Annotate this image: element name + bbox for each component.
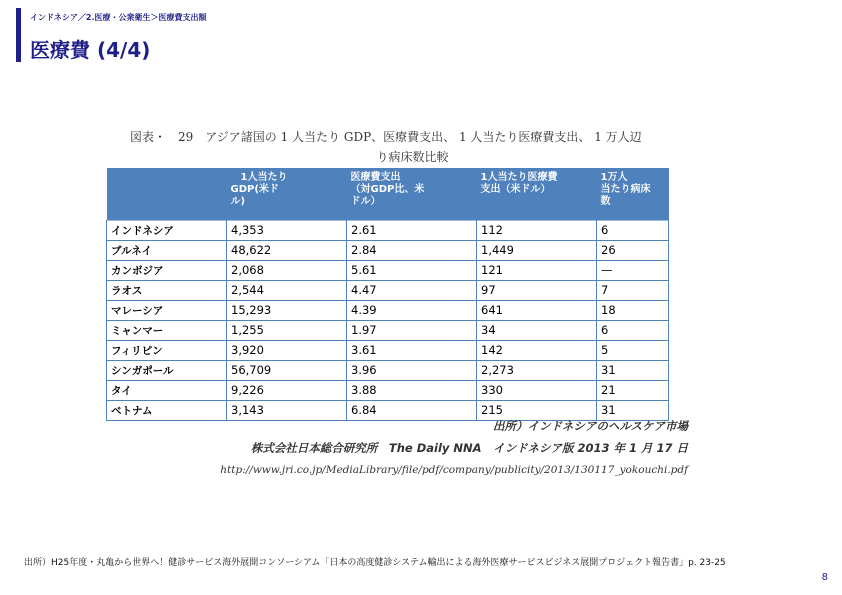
cell-beds: 31 bbox=[597, 400, 669, 420]
cell-country: ラオス bbox=[107, 280, 227, 300]
cell-health-per-capita: 34 bbox=[477, 320, 597, 340]
table-row bbox=[107, 380, 669, 400]
comparison-table bbox=[106, 168, 669, 421]
cell-health-per-capita: 121 bbox=[477, 260, 597, 280]
cell-country: フィリピン bbox=[107, 340, 227, 360]
cell-country: ブルネイ bbox=[107, 240, 227, 260]
cell-gdp: 15,293 bbox=[227, 300, 347, 320]
source-url: http://www.jri.co.jp/MediaLibrary/file/pdf/company/publicity/2013/130117_yokouchi.pdf bbox=[220, 464, 688, 476]
table-row bbox=[107, 320, 669, 340]
header-country bbox=[107, 168, 227, 220]
cell-health-pct: 5.61 bbox=[347, 260, 477, 280]
breadcrumb: インドネシア／2.医療・公衆衛生＞医療費支出額 bbox=[30, 13, 207, 22]
cell-health-per-capita: 330 bbox=[477, 380, 597, 400]
cell-health-pct: 1.97 bbox=[347, 320, 477, 340]
header-hpc-line-2: 支出（米ドル） bbox=[480, 184, 551, 195]
page-number: 8 bbox=[821, 572, 828, 583]
cell-gdp: 2,544 bbox=[227, 280, 347, 300]
table-row bbox=[107, 220, 669, 240]
cell-gdp: 9,226 bbox=[227, 380, 347, 400]
cell-beds: 21 bbox=[597, 380, 669, 400]
figure-caption-line-2: り病床数比較 bbox=[376, 150, 449, 164]
cell-country: シンガポール bbox=[107, 360, 227, 380]
table-row bbox=[107, 340, 669, 360]
source-line-2: 株式会社日本総合研究所 The Daily NNA インドネシア版 2013 年 1 月 17 日 bbox=[250, 441, 688, 455]
header-health-line-2: （対GDP比、米 bbox=[350, 184, 425, 195]
table-row bbox=[107, 280, 669, 300]
header-beds-per-10000 bbox=[597, 168, 669, 220]
cell-gdp: 48,622 bbox=[227, 240, 347, 260]
cell-gdp: 3,143 bbox=[227, 400, 347, 420]
cell-beds: 5 bbox=[597, 340, 669, 360]
table-row bbox=[107, 300, 669, 320]
figure-caption bbox=[130, 127, 695, 167]
cell-beds: 6 bbox=[597, 320, 669, 340]
header-health-per-capita bbox=[477, 168, 597, 220]
table-header-row bbox=[107, 168, 669, 220]
header-gdp-line-3: ル) bbox=[230, 196, 246, 207]
cell-gdp: 2,068 bbox=[227, 260, 347, 280]
cell-health-per-capita: 112 bbox=[477, 220, 597, 240]
header-beds-line-1: 1万人 bbox=[600, 172, 628, 183]
cell-beds: 26 bbox=[597, 240, 669, 260]
cell-health-per-capita: 1,449 bbox=[477, 240, 597, 260]
header-health-line-1: 医療費支出 bbox=[350, 172, 401, 183]
cell-health-per-capita: 641 bbox=[477, 300, 597, 320]
cell-country: マレーシア bbox=[107, 300, 227, 320]
cell-health-pct: 4.47 bbox=[347, 280, 477, 300]
cell-health-pct: 6.84 bbox=[347, 400, 477, 420]
table-row bbox=[107, 360, 669, 380]
cell-beds: — bbox=[597, 260, 669, 280]
cell-health-pct: 2.84 bbox=[347, 240, 477, 260]
table-row bbox=[107, 240, 669, 260]
cell-gdp: 56,709 bbox=[227, 360, 347, 380]
cell-health-pct: 2.61 bbox=[347, 220, 477, 240]
cell-gdp: 3,920 bbox=[227, 340, 347, 360]
header-gdp-line-2: GDP(米ド bbox=[230, 184, 279, 195]
cell-country: ベトナム bbox=[107, 400, 227, 420]
cell-beds: 31 bbox=[597, 360, 669, 380]
cell-beds: 6 bbox=[597, 220, 669, 240]
cell-country: タイ bbox=[107, 380, 227, 400]
cell-gdp: 1,255 bbox=[227, 320, 347, 340]
footer-source-note: 出所）H25年度・丸亀から世界へ！健診サービス海外展開コンソーシアム「日本の高度健診システム輸出による海外医療サービスビジネス展開プロジェクト報告書」p. 23-25 bbox=[24, 558, 726, 568]
source-line-1: 出所）インドネシアのヘルスケア市場 bbox=[492, 419, 688, 433]
header-health-line-3: ドル） bbox=[350, 196, 381, 207]
cell-health-per-capita: 97 bbox=[477, 280, 597, 300]
cell-gdp: 4,353 bbox=[227, 220, 347, 240]
cell-country: カンボジア bbox=[107, 260, 227, 280]
header-beds-line-3: 数 bbox=[600, 196, 611, 207]
cell-health-pct: 3.88 bbox=[347, 380, 477, 400]
page-title: 医療費 (4/4) bbox=[30, 38, 151, 62]
cell-beds: 18 bbox=[597, 300, 669, 320]
cell-health-per-capita: 2,273 bbox=[477, 360, 597, 380]
cell-health-pct: 3.61 bbox=[347, 340, 477, 360]
header-gdp-per-capita bbox=[227, 168, 347, 220]
figure-source bbox=[200, 415, 688, 481]
cell-country: インドネシア bbox=[107, 220, 227, 240]
cell-health-pct: 4.39 bbox=[347, 300, 477, 320]
cell-health-per-capita: 215 bbox=[477, 400, 597, 420]
header-hpc-line-1: 1人当たり医療費 bbox=[480, 172, 558, 183]
title-accent-bar bbox=[16, 8, 21, 62]
cell-country: ミャンマー bbox=[107, 320, 227, 340]
cell-health-per-capita: 142 bbox=[477, 340, 597, 360]
cell-beds: 7 bbox=[597, 280, 669, 300]
table-row bbox=[107, 260, 669, 280]
header-beds-line-2: 当たり病床 bbox=[600, 184, 651, 195]
figure-caption-line-1: 図表・ 29 アジア諸国の 1 人当たり GDP、医療費支出、 1 人当たり医療費支出、 1 万人辺 bbox=[130, 130, 642, 144]
header-health-expenditure bbox=[347, 168, 477, 220]
header-gdp-line-1: 1人当たり bbox=[230, 172, 288, 183]
cell-health-pct: 3.96 bbox=[347, 360, 477, 380]
